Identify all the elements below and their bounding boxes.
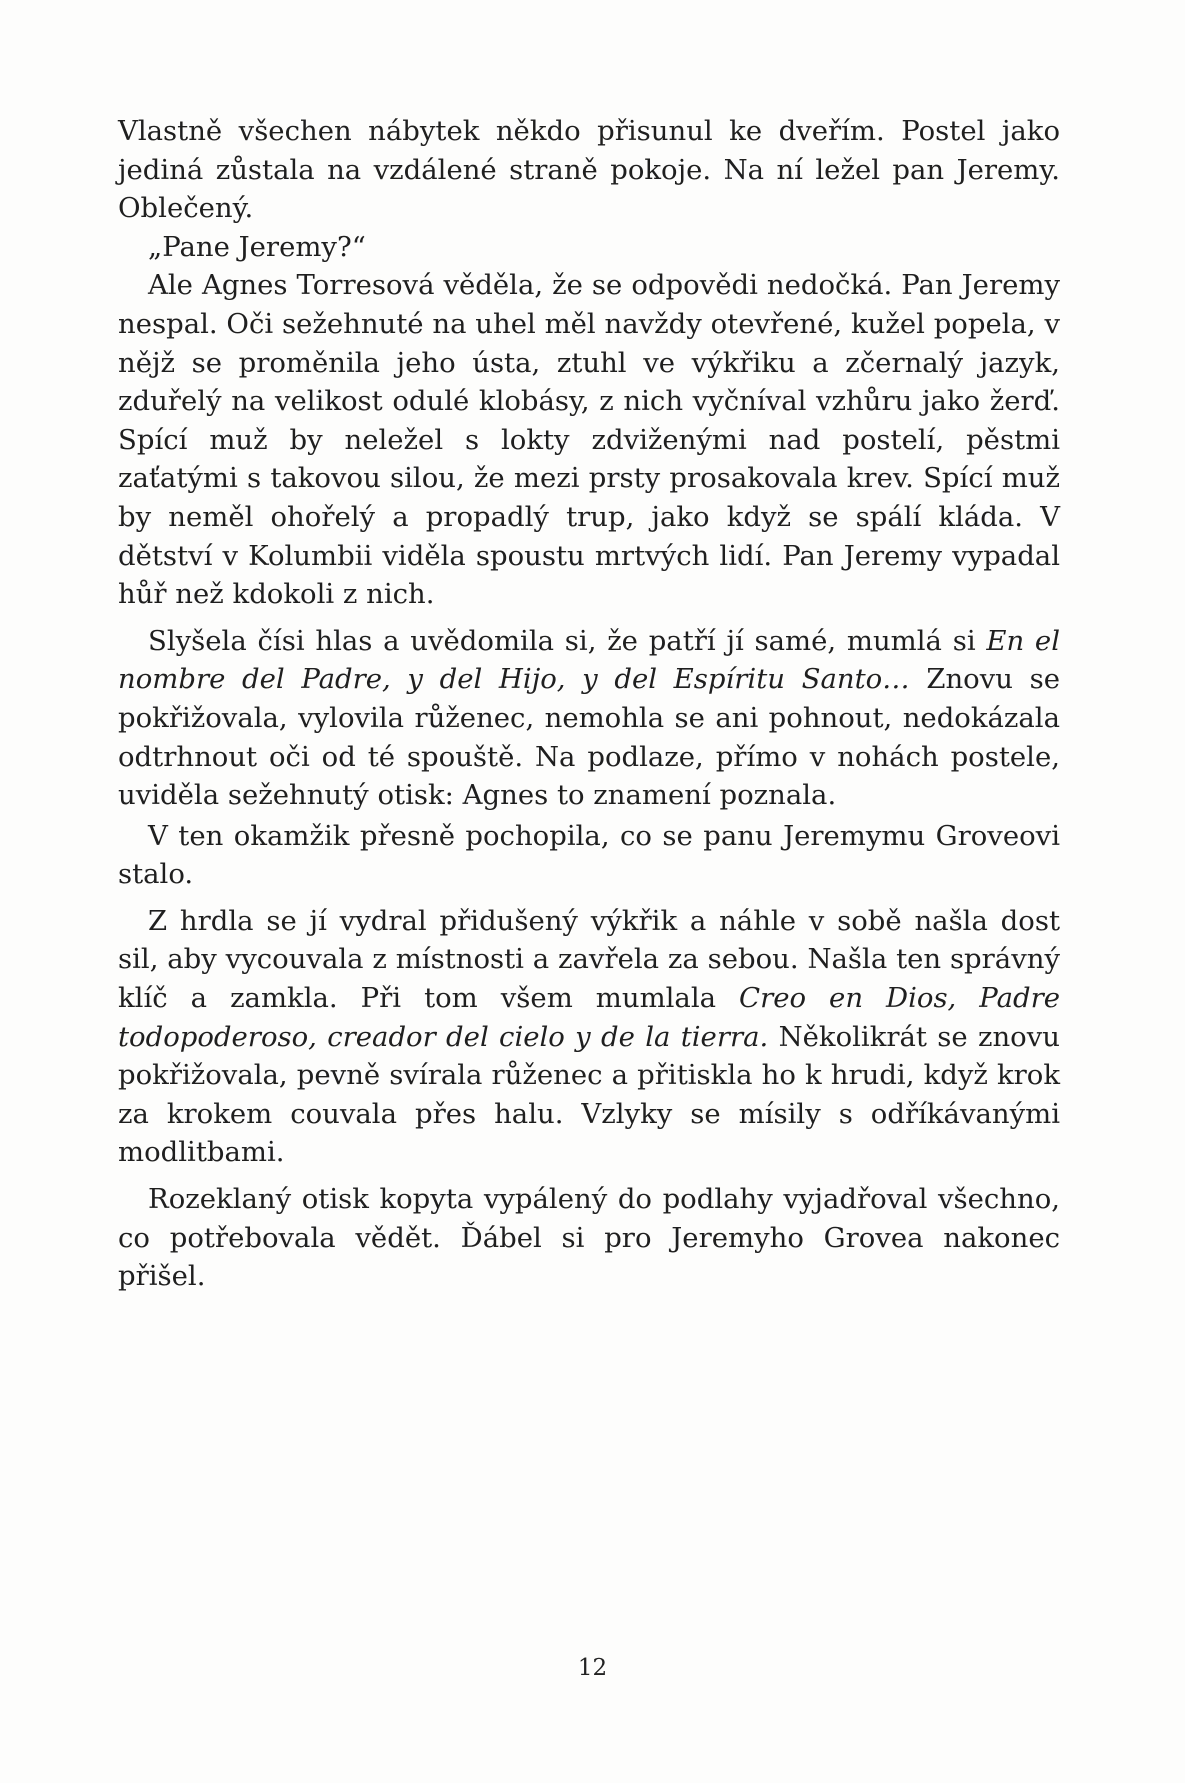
paragraph bbox=[118, 112, 1060, 228]
body-text bbox=[118, 112, 1060, 1296]
paragraph-text: Několikrát se znovu pokřižovala, pevně svírala růženec a přitiskla ho k hrudi, když krok za krokem couvala přes halu. Vzlyky se mísily s odříkávanými modlitbami. bbox=[118, 1020, 1060, 1169]
paragraph bbox=[118, 228, 1060, 267]
paragraph-text: Rozeklaný otisk kopyta vypálený do podlahy vyjadřoval všechno, co potřebovala vědět. Ďábel si pro Jeremyho Grovea nakonec přišel. bbox=[118, 1183, 1060, 1293]
paragraph bbox=[118, 1180, 1060, 1296]
paragraph-text: Z hrdla se jí vydral přidušený výkřik a náhle v sobě našla dost sil, aby vycouvala z místnosti a zavřela za sebou. Našla ten správný klíč a zamkla. Při tom všem mumlala bbox=[118, 904, 1060, 1015]
paragraph-text: Ale Agnes Torresová věděla, že se odpovědi nedočká. Pan Jeremy nespal. Oči sežehnuté na uhel měl navždy otevřené, kužel popela, v nějž se proměnila jeho ústa, ztuhl ve výkřiku a zčernalý jazyk, zduřelý na velikost odulé klobásy, z nich vyčníval vzhůru jako žerď. Spící muž by neležel s lokty zdviženými nad postelí, pěstmi zaťatými s takovou silou, že mezi prsty prosakovala krev. Spící muž by neměl ohořelý a propadlý trup, jako když se spálí kláda. V dětství v Kolumbii viděla spoustu mrtvých lidí. Pan Jeremy vypadal hůř než kdokoli z nich. bbox=[118, 269, 1060, 611]
paragraph-text: Slyšela čísi hlas a uvědomila si, že patří jí samé, mumlá si bbox=[148, 624, 987, 657]
paragraph bbox=[118, 266, 1060, 613]
paragraph bbox=[118, 622, 1060, 815]
paragraph bbox=[118, 817, 1060, 894]
paragraph bbox=[118, 902, 1060, 1172]
paragraph-text: Znovu se pokřižovala, vylovila růženec, nemohla se ani pohnout, nedokázala odtrhnout oči od té spouště. Na podlaze, přímo v nohách postele, uviděla sežehnutý otisk: Agnes to znamení poznala. bbox=[118, 663, 1060, 812]
page-number: 12 bbox=[577, 1655, 608, 1681]
paragraph-italic-text: En el nombre del Padre, y del Hijo, y del Espíritu Santo… bbox=[118, 624, 1060, 696]
paragraph-text: Vlastně všechen nábytek někdo přisunul ke dveřím. Postel jako jediná zůstala na vzdálené straně pokoje. Na ní ležel pan Jeremy. Oblečený. bbox=[118, 115, 1060, 225]
paragraph-italic-text: Creo en Dios, Padre todopoderoso, creador del cielo y de la tierra. bbox=[118, 982, 1060, 1053]
paragraph-text: V ten okamžik přesně pochopila, co se panu Jeremymu Groveovi stalo. bbox=[118, 819, 1060, 891]
paragraph-text: „Pane Jeremy?“ bbox=[148, 230, 366, 263]
